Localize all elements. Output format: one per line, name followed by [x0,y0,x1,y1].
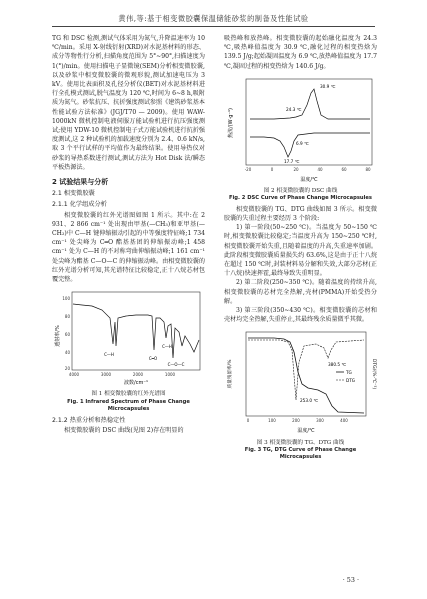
dsc-annotation-onset-freeze: 6.9 ℃ [296,140,309,146]
legend-tg: TG [346,370,352,376]
svg-text:80: 80 [365,166,371,172]
dsc-heating-curve [250,89,370,119]
paragraph-ir-analysis: 相变微胶囊的红外光谱图如图 1 所示。其中:在 2 931、2 866 cm⁻¹ 处出现由甲基(—CH₃)和亚甲基(—CH₂)中 C—H 键伸缩振动引起的中等强度特征峰;1 734 cm⁻¹ 处尖峰为 C═O 酯基基团的伸缩振动峰;1 458 cm⁻¹ 处为 C—H 的不对称弯曲伸缩振动峰;1 161 cm⁻¹ 处尖峰为酯基 C—O—C 的伸缩振动峰。由相变微胶囊的红外光谱分析可知,其光谱特征比较稳定,正十八烷芯材包覆完整。 [52,211,205,284]
paragraph-dsc-continued: 吸热峰和放热峰。相变微胶囊的起始融化温度为 24.3 ℃,吸热峰值温度为 30.9 ℃,融化过程的相变热焓为 139.5 J/g;起始凝固温度为 6.9 ℃,放热峰值温度为 17.7 ℃,凝固过程的相变热焓为 140.6 J/g。 [224,35,377,70]
paragraph-dsc-start: 相变微胶囊的 DSC 曲线(见图 2)存在明显的 [64,426,184,434]
svg-text:400: 400 [340,418,348,424]
section-2-1-heading: 2.1 相变微胶囊 [52,190,95,198]
dsc-x-axis-label: 温度/℃ [300,176,318,183]
section-2-1-1-heading: 2.1.1 化学组成分析 [52,201,107,209]
tg-dtg-plot [224,328,377,436]
figure-3-caption-en: Fig. 3 TG, DTG Curve of Phase Change Microcapsules [244,447,357,461]
svg-text:1000: 1000 [164,372,176,378]
svg-text:0: 0 [270,166,274,172]
paragraph-stage-1: 1) 第一阶段(50~250 ℃)。当温度为 50~150 ℃时,相变微胶囊比较稳定;当温度升高为 150~250 ℃时,相变微胶囊开始失重,且随着温度的升高,失重速率加剧。此阶段相变微胶囊质量损失约 63.6%,这是由于正十八烷在超过 150 ℃时,封装材料易分解和失效,大部分芯材(正十八烷)快速挥霍,最终导致失重明显。 [224,224,377,278]
ir-annotation-ch2: C—H [162,344,172,350]
svg-text:3000: 3000 [100,372,112,378]
paragraph-stage-2: 2) 第二阶段(250~350 ℃)。随着温度的持续升高,相变微胶囊的芯材完全热解,壳材(PMMA)开始受热分解。 [224,279,377,305]
svg-text:60: 60 [64,332,70,338]
tg-y-right-label: DTG/(%·℃⁻¹) [371,359,376,390]
figure-2-caption-en: Fig. 2 DSC Curve of Phase Change Microcapsules [228,195,372,202]
dsc-y-axis-label: 热流/(W·g⁻¹) [228,107,234,138]
paragraph-tg-intro: 相变微胶囊的 TG、DTG 曲线如图 3 所示。相变微胶囊的失重过程主要经历 3 个阶段: [224,205,377,223]
svg-text:100: 100 [62,296,70,302]
paragraph-test-methods: TG 和 DSC 检测,测试气体采用为氮气,升降温速率为 10 ℃/min。采用 X-射线衍射(XRD)对水泥基材料的形态、成分等物性行分析,扫描角度范围为 5°~90°,扫描速度为 1(°)/min。使用扫描电子显微镜(SEM)分析相变微胶囊,以及砂浆中相变微胶囊的微观形貌,测试加速电压为 3 kV。使用比表面积及孔径分析仪(BET)对水泥基材料进行全孔模式测试,脱气温度为 120 ℃,时间为 6~8 h,吸附质为氮气。砂浆抗压、抗折强度测试参照《建筑砂浆基本性能试验方法标准》(JGJ/T70 — 2009)。使用 WAW-1000kN 微机控制电液伺服万能试验机进行抗压强度测试;使用 YDW-10 微机控制电子式万能试验机进行抗折强度测试,这 2 种试验机的加载速度分别为 2.4、0.6 kN/s,取 3 个平行试样的平均值作为最终结果。使用导热仪对砂浆的导热系数进行测试,测试方法为 Hot Disk 法/瞬态平板热源法。 [52,35,205,171]
ir-spectrum-line [73,304,199,358]
figure-1-caption-cn: 图 1 相变微胶囊的红外光谱图 [91,391,166,398]
svg-text:80: 80 [64,314,70,320]
right-column [224,34,377,464]
ir-annotation-co: C═O [148,356,158,362]
svg-text:60: 60 [341,166,347,172]
dsc-annotation-peak-freeze: 17.7 ℃ [284,158,300,164]
page-number: · 53 · [342,576,359,584]
section-2-heading: 2 试验结果与分析 [52,178,109,187]
running-header: 黄伟,等:基于相变微胶囊保温储能砂浆的制备及性能试验 [118,14,309,23]
dtg-annotation-peak2: 380.5 ℃ [328,362,347,368]
svg-text:300: 300 [316,418,324,424]
ir-annotation-coc: C—O—C [167,362,185,368]
dsc-annotation-onset-melt: 24.3 ℃ [286,106,302,112]
ir-x-axis-label: 波数/cm⁻¹ [124,380,148,387]
svg-text:4000: 4000 [68,372,80,378]
svg-text:20: 20 [64,366,70,372]
svg-text:40: 40 [64,350,70,356]
ir-y-axis-label: 透射率/% [55,325,61,347]
legend-dtg: DTG [346,378,356,384]
ir-spectrum-plot [52,288,205,388]
dsc-cooling-curve [250,133,370,157]
svg-text:0: 0 [246,418,250,424]
figure-3 [224,328,377,461]
dtg-annotation-peak1: 253.0 ℃ [300,398,319,404]
tg-x-axis-label: 温度/℃ [297,428,315,435]
ir-annotation-ch: C—H [104,352,114,358]
svg-text:40: 40 [317,166,323,172]
svg-text:20: 20 [293,166,299,172]
left-column [52,34,205,435]
dsc-curve-plot [224,75,377,185]
svg-text:-20: -20 [244,166,252,172]
section-2-1-2-heading: 2.1.2 热重分析和热稳定性 [52,416,126,424]
figure-3-caption-cn: 图 3 相变微胶囊的 TG、DTG 曲线 [256,439,345,446]
svg-text:2000: 2000 [132,372,144,378]
figure-2-caption-cn: 图 2 相变微胶囊的 DSC 曲线 [263,188,338,195]
svg-text:100: 100 [268,418,276,424]
header-rule [52,26,375,27]
paragraph-stage-3: 3) 第三阶段(350~430 ℃)。相变微胶囊的芯材和壳材均完全热解,失重停止,其最终残余质量微乎其微。 [224,307,377,324]
figure-2 [224,75,377,203]
figure-1-caption-en: Fig. 1 Infrared Spectrum of Phase Change Microcapsules [67,398,190,413]
figure-1 [52,288,205,413]
dsc-annotation-peak-melt: 30.9 ℃ [320,83,336,89]
svg-text:200: 200 [292,418,300,424]
tg-y-left-label: 质量残留率/% [228,360,233,389]
